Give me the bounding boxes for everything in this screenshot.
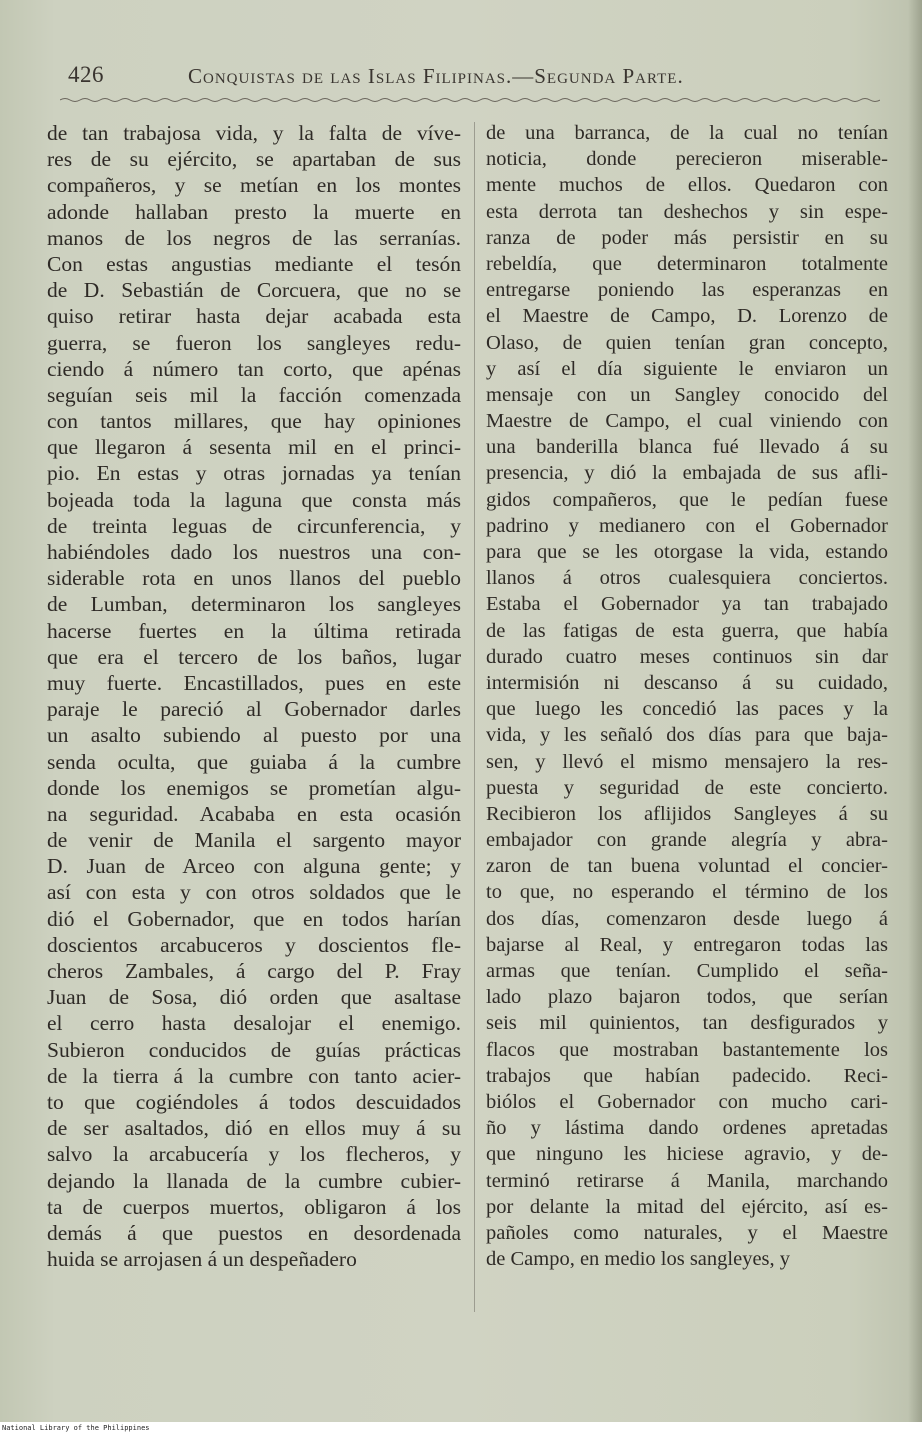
text-line: dejando la llanada de la cumbre cubier- — [47, 1168, 461, 1193]
text-line: pañoles como naturales, y el Maestre — [486, 1221, 888, 1244]
text-line: siderable rota en unos llanos del pueblo — [47, 566, 461, 591]
text-line: de treinta leguas de circunferencia, y — [47, 513, 461, 538]
text-line: res de su ejército, se apartaban de sus — [47, 147, 461, 172]
decorative-header-rule — [60, 96, 880, 104]
text-line: mente muchos de ellos. Quedaron con — [486, 174, 888, 197]
text-line: manos de los negros de las serranías. — [47, 225, 461, 250]
page-edge-shadow — [908, 0, 922, 1433]
text-column-left — [47, 120, 461, 1272]
text-line: para que se les otorgase la vida, estando — [486, 541, 888, 563]
text-line: una banderilla blanca fué llevado á su — [486, 436, 888, 459]
text-line: dos días, comenzaron desde luego á — [486, 907, 888, 930]
text-line: llanos á otros cualesquiera conciertos. — [486, 567, 888, 590]
text-line: de ser asaltados, dió en ellos muy á su — [47, 1116, 461, 1141]
running-title: Conquistas de las Islas Filipinas.—Segunda Parte. — [188, 64, 684, 88]
text-line: Recibieron los aflijidos Sangleyes á su — [486, 802, 888, 825]
text-line: bojeada toda la laguna que consta más — [47, 487, 461, 512]
text-line: seguían seis mil la facción comenzada — [47, 382, 461, 407]
text-line: doscientos arcabuceros y doscientos fle- — [47, 932, 461, 957]
page-header — [60, 58, 880, 94]
text-line: paraje le pareció al Gobernador darles — [47, 697, 461, 722]
text-line: de la tierra á la cumbre con tanto acier- — [47, 1063, 461, 1088]
text-line: de Lumban, determinaron los sangleyes — [47, 592, 461, 617]
text-line: hacerse fuertes en la última retirada — [47, 618, 461, 643]
text-line: de las fatigas de esta guerra, que había — [486, 619, 888, 642]
text-line: de D. Sebastián de Corcuera, que no se — [47, 278, 461, 303]
text-line: biólos el Gobernador con mucho cari- — [486, 1090, 888, 1113]
text-line: muy fuerte. Encastillados, pues en este — [47, 670, 461, 695]
text-line: quiso retirar hasta dejar acabada esta — [47, 304, 461, 329]
text-line: trabajos que habían padecido. Reci- — [486, 1064, 888, 1087]
text-line: donde los enemigos se prometían algu- — [47, 775, 461, 800]
text-line: dió el Gobernador, que en todos harían — [47, 906, 461, 931]
text-line: por delante la mitad del ejército, así es- — [486, 1195, 888, 1218]
text-line: puesta y seguridad de este concierto. — [486, 776, 888, 799]
text-line: el Maestre de Campo, D. Lorenzo de — [486, 305, 888, 328]
text-line: Maestre de Campo, el cual viniendo con — [486, 410, 888, 433]
text-line: esta derrota tan deshechos y sin espe- — [486, 200, 888, 223]
text-line: compañeros, y se metían en los montes — [47, 173, 461, 198]
text-line: flacos que mostraban bastantemente los — [486, 1038, 888, 1061]
text-line: presencia, y dió la embajada de sus afli- — [486, 462, 888, 485]
text-line: cheros Zambales, á cargo del P. Fray — [47, 959, 461, 983]
text-column-right — [486, 120, 888, 1272]
text-line: padrino y medianero con el Gobernador — [486, 514, 888, 537]
library-credit: National Library of the Philippines — [2, 1424, 150, 1432]
text-line: un asalto subiendo al puesto por una — [47, 723, 461, 748]
text-line: Olaso, de quien tenían gran concepto, — [486, 331, 888, 354]
text-line: de una barranca, de la cual no tenían — [486, 122, 888, 144]
text-line: ranza de poder más persistir en su — [486, 226, 888, 249]
text-line: lado plazo bajaron todos, que serían — [486, 986, 888, 1009]
text-line: terminó retirarse á Manila, marchando — [486, 1169, 888, 1192]
text-line: senda oculta, que guiaba á la cumbre — [47, 749, 461, 774]
text-line: Juan de Sosa, dió orden que asaltase — [47, 985, 461, 1010]
text-line: bajarse al Real, y entregaron todas las — [486, 933, 888, 956]
text-line: mensaje con un Sangley conocido del — [486, 383, 888, 406]
text-line: con tantos millares, que hay opiniones — [47, 409, 461, 434]
text-line: durado cuatro meses continuos sin dar — [486, 645, 888, 668]
text-line: Subieron conducidos de guías prácticas — [47, 1037, 461, 1062]
text-line: adonde hallaban presto la muerte en — [47, 199, 461, 224]
text-line: D. Juan de Arceo con alguna gente; y — [47, 854, 461, 879]
text-line: to que cogiéndoles á todos descuidados — [47, 1089, 461, 1114]
text-line: ta de cuerpos muertos, obligaron á los — [47, 1194, 461, 1219]
text-line: el cerro hasta desalojar el enemigo. — [47, 1011, 461, 1036]
text-line: intermisión ni descanso á su cuidado, — [486, 671, 888, 694]
text-line: Estaba el Gobernador ya tan trabajado — [486, 593, 888, 616]
text-line: huida se arrojasen á un despeñadero — [47, 1247, 357, 1272]
text-line: armas que tenían. Cumplido el seña- — [486, 960, 888, 982]
text-line: de venir de Manila el sargento mayor — [47, 828, 461, 853]
text-line: y así el día siguiente le enviaron un — [486, 357, 888, 380]
text-line: zaron de tan buena voluntad el concier- — [486, 855, 888, 878]
text-line: ciendo á número tan corto, que apénas — [47, 356, 461, 381]
text-line: to que, no esperando el término de los — [486, 881, 888, 904]
text-line: gidos compañeros, que le pedían fuese — [486, 488, 888, 511]
text-line: pio. En estas y otras jornadas ya tenían — [47, 461, 461, 486]
text-line: rebeldía, que determinaron totalmente — [486, 252, 888, 275]
text-line: vida, y les señaló dos días para que baja- — [486, 724, 888, 747]
page-number: 426 — [68, 62, 104, 87]
text-line: de Campo, en medio los sangleyes, y — [486, 1248, 791, 1271]
text-line: salvo la arcabucería y los flecheros, y — [47, 1142, 461, 1167]
text-line: que llegaron á sesenta mil en el princi- — [47, 435, 461, 460]
text-line: que era el tercero de los baños, lugar — [47, 644, 461, 669]
text-line: ño y lástima dando ordenes apretadas — [486, 1117, 888, 1140]
text-line: de tan trabajosa vida, y la falta de víve- — [47, 121, 461, 145]
text-line: guerra, se fueron los sangleyes redu- — [47, 330, 461, 355]
column-divider — [474, 122, 475, 1312]
text-line: na seguridad. Acababa en esta ocasión — [47, 801, 461, 826]
text-line: que luego les concedió las paces y la — [486, 698, 888, 721]
text-line: Con estas angustias mediante el tesón — [47, 251, 461, 276]
text-line: así con esta y con otros soldados que le — [47, 880, 461, 905]
text-line: sen, y llevó el mismo mensajero la res- — [486, 750, 888, 773]
text-line: embajador con grande alegría y abra- — [486, 829, 888, 852]
text-line: noticia, donde perecieron miserable- — [486, 148, 888, 171]
text-line: que ninguno les hiciese agravio, y de- — [486, 1143, 888, 1166]
text-line: seis mil quinientos, tan desfigurados y — [486, 1012, 888, 1035]
text-line: entregarse poniendo las esperanzas en — [486, 279, 888, 302]
text-line: demás á que puestos en desordenada — [47, 1220, 461, 1245]
text-line: habiéndoles dado los nuestros una con- — [47, 540, 461, 564]
